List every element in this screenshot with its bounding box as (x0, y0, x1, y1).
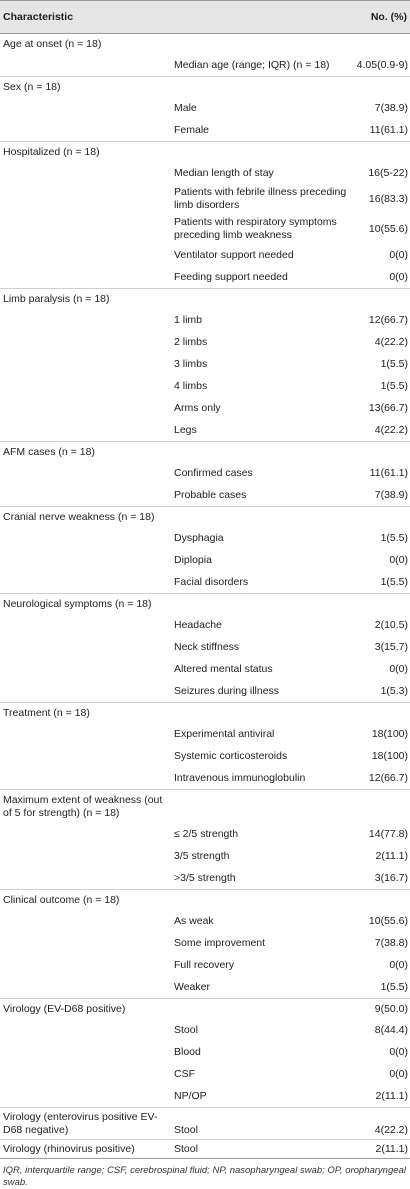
item-value: 4(22.2) (348, 1108, 410, 1140)
indent-cell (0, 658, 173, 680)
item-value: 12(66.7) (368, 771, 409, 784)
item-value: 1(5.5) (380, 575, 409, 588)
item-name: Altered mental status (174, 662, 273, 675)
item-row (0, 845, 410, 867)
indent-cell (0, 375, 173, 397)
item-name: Probable cases (174, 488, 247, 501)
item-row (0, 309, 410, 331)
indent-cell (0, 309, 173, 331)
item-value: 1(5.3) (380, 684, 409, 697)
indent-cell (0, 723, 173, 745)
indent-cell (0, 767, 173, 790)
item-name: Stool (173, 1140, 348, 1159)
item-value: 2(10.5) (374, 618, 409, 631)
group-label: Virology (rhinovirus positive) (0, 1140, 173, 1159)
indent-cell (0, 419, 173, 442)
indent-cell (0, 823, 173, 845)
indent-cell (0, 162, 173, 184)
item-value: 8(44.4) (374, 1023, 409, 1036)
group-row (0, 999, 410, 1020)
indent-cell (0, 353, 173, 375)
item-value: 11(61.1) (369, 123, 409, 136)
group-row (0, 442, 410, 463)
group-label: Neurological symptoms (n = 18) (0, 594, 348, 615)
indent-cell (0, 745, 173, 767)
indent-cell (0, 1085, 173, 1108)
item-value: 0(0) (389, 1045, 409, 1058)
item-name: Some improvement (174, 936, 266, 949)
group-label: Age at onset (n = 18) (0, 34, 348, 55)
item-name: Blood (174, 1045, 201, 1058)
group-row (0, 703, 410, 724)
group-value (348, 790, 410, 824)
group-label: AFM cases (n = 18) (0, 442, 348, 463)
indent-cell (0, 266, 173, 289)
item-value: 16(5-22) (368, 166, 409, 179)
indent-cell (0, 1019, 173, 1041)
group-row (0, 507, 410, 528)
item-row (0, 162, 410, 184)
item-row (0, 353, 410, 375)
item-name: Dysphagia (174, 531, 224, 544)
item-name: ≤ 2/5 strength (174, 827, 239, 840)
group-row (0, 790, 410, 824)
group-row (0, 142, 410, 163)
item-row (0, 331, 410, 353)
group-row (0, 1140, 410, 1159)
item-value: 18(100) (371, 727, 409, 740)
indent-cell (0, 97, 173, 119)
item-row (0, 745, 410, 767)
item-value: 4(22.2) (374, 335, 409, 348)
item-name: Seizures during illness (174, 684, 280, 697)
group-label: Hospitalized (n = 18) (0, 142, 348, 163)
group-row (0, 890, 410, 911)
group-value (348, 594, 410, 615)
indent-cell (0, 484, 173, 507)
item-row (0, 910, 410, 932)
group-label: Virology (EV-D68 positive) (0, 999, 348, 1020)
item-name: Facial disorders (174, 575, 249, 588)
item-value: 7(38.9) (374, 488, 409, 501)
item-name: Feeding support needed (174, 270, 288, 283)
item-name: Median length of stay (174, 166, 274, 179)
item-row (0, 462, 410, 484)
item-row (0, 1019, 410, 1041)
item-name: 4 limbs (174, 379, 208, 392)
header-characteristic: Characteristic (0, 1, 348, 34)
indent-cell (0, 214, 173, 244)
item-name: Patients with febrile illness preceding limb disorders (174, 186, 347, 211)
item-value: 3(15.7) (374, 640, 409, 653)
item-value: 0(0) (389, 553, 409, 566)
group-label: Limb paralysis (n = 18) (0, 289, 348, 310)
header-row (0, 1, 410, 34)
item-value: 12(66.7) (368, 313, 409, 326)
indent-cell (0, 1063, 173, 1085)
indent-cell (0, 1041, 173, 1063)
indent-cell (0, 954, 173, 976)
item-row (0, 484, 410, 507)
item-name: Intravenous immunoglobulin (174, 771, 306, 784)
item-row (0, 397, 410, 419)
item-row (0, 723, 410, 745)
group-label: Clinical outcome (n = 18) (0, 890, 348, 911)
item-name: Stool (173, 1108, 348, 1140)
item-name: As weak (174, 914, 214, 927)
item-row (0, 932, 410, 954)
indent-cell (0, 54, 173, 77)
item-value: 7(38.9) (374, 101, 409, 114)
group-label: Cranial nerve weakness (n = 18) (0, 507, 173, 528)
group-value (348, 142, 410, 163)
group-label: Maximum extent of weakness (out of 5 for strength) (n = 18) (0, 790, 173, 824)
item-row (0, 614, 410, 636)
group-row (0, 1108, 410, 1140)
item-row (0, 119, 410, 142)
group-row (0, 289, 410, 310)
indent-cell (0, 976, 173, 999)
spacer-cell (173, 507, 348, 528)
item-row (0, 549, 410, 571)
item-value: 4.05(0.9-9) (356, 58, 409, 71)
item-name: Ventilator support needed (174, 248, 294, 261)
item-value: 16(83.3) (368, 192, 409, 205)
item-name: Female (174, 123, 210, 136)
item-name: Median age (range; IQR) (n = 18) (174, 58, 330, 71)
item-row (0, 976, 410, 999)
item-value: 0(0) (389, 248, 409, 261)
indent-cell (0, 910, 173, 932)
item-name: Confirmed cases (174, 466, 253, 479)
header-no-pct: No. (%) (348, 1, 410, 34)
indent-cell (0, 932, 173, 954)
indent-cell (0, 184, 173, 214)
item-name: Arms only (174, 401, 221, 414)
item-row (0, 184, 410, 214)
item-name: Patients with respiratory symptoms preceding limb weakness (174, 216, 337, 241)
spacer-cell (173, 790, 348, 824)
item-value: 10(55.6) (368, 222, 409, 235)
item-value: 0(0) (389, 958, 409, 971)
item-value: 1(5.5) (380, 531, 409, 544)
item-value: 0(0) (389, 270, 409, 283)
table-footnote: IQR, interquartile range; CSF, cerebrospinal fluid; NP, nasopharyngeal swab; OP, oropharyngeal swab. (3, 1165, 406, 1188)
item-row (0, 1063, 410, 1085)
item-name: Neck stiffness (174, 640, 240, 653)
item-value: 14(77.8) (368, 827, 409, 840)
group-value: 9(50.0) (348, 999, 410, 1020)
group-value (348, 77, 410, 98)
item-row (0, 54, 410, 77)
indent-cell (0, 680, 173, 703)
item-name: Full recovery (174, 958, 235, 971)
item-value: 3(16.7) (374, 871, 409, 884)
item-name: Legs (174, 423, 197, 436)
group-value (348, 507, 410, 528)
item-value: 13(66.7) (368, 401, 409, 414)
item-name: 3/5 strength (174, 849, 230, 862)
item-name: Male (174, 101, 197, 114)
group-value (348, 442, 410, 463)
item-name: 3 limbs (174, 357, 208, 370)
group-row (0, 34, 410, 55)
item-row (0, 867, 410, 890)
item-row (0, 680, 410, 703)
item-value: 0(0) (389, 662, 409, 675)
item-value: 0(0) (389, 1067, 409, 1080)
item-name: NP/OP (174, 1089, 207, 1102)
indent-cell (0, 462, 173, 484)
item-name: >3/5 strength (174, 871, 236, 884)
item-value: 7(38.8) (374, 936, 409, 949)
group-value (348, 34, 410, 55)
item-name: Experimental antiviral (174, 727, 275, 740)
indent-cell (0, 867, 173, 890)
item-name: Systemic corticosteroids (174, 749, 288, 762)
indent-cell (0, 331, 173, 353)
item-name: 2 limbs (174, 335, 208, 348)
indent-cell (0, 845, 173, 867)
indent-cell (0, 244, 173, 266)
table-body (0, 34, 410, 1159)
indent-cell (0, 636, 173, 658)
item-value: 18(100) (371, 749, 409, 762)
item-value: 10(55.6) (368, 914, 409, 927)
item-name: Stool (174, 1023, 198, 1036)
group-row (0, 594, 410, 615)
item-row (0, 1085, 410, 1108)
item-value: 2(11.1) (348, 1140, 410, 1159)
group-row (0, 77, 410, 98)
indent-cell (0, 527, 173, 549)
item-value: 4(22.2) (374, 423, 409, 436)
indent-cell (0, 549, 173, 571)
group-label: Sex (n = 18) (0, 77, 348, 98)
item-name: Weaker (174, 980, 210, 993)
indent-cell (0, 571, 173, 594)
item-name: Diplopia (174, 553, 212, 566)
item-row (0, 571, 410, 594)
item-value: 1(5.5) (380, 357, 409, 370)
item-row (0, 375, 410, 397)
indent-cell (0, 397, 173, 419)
item-value: 11(61.1) (369, 466, 409, 479)
indent-cell (0, 119, 173, 142)
group-label: Virology (enterovirus positive EV-D68 negative) (0, 1108, 173, 1140)
item-value: 2(11.1) (375, 1089, 409, 1102)
item-row (0, 266, 410, 289)
item-value: 2(11.1) (375, 849, 409, 862)
item-row (0, 244, 410, 266)
item-row (0, 97, 410, 119)
indent-cell (0, 614, 173, 636)
item-name: 1 limb (174, 313, 203, 326)
item-row (0, 527, 410, 549)
group-value (348, 289, 410, 310)
item-row (0, 658, 410, 680)
item-row (0, 1041, 410, 1063)
group-label: Treatment (n = 18) (0, 703, 348, 724)
item-name: CSF (174, 1067, 195, 1080)
item-value: 1(5.5) (380, 980, 409, 993)
item-row (0, 767, 410, 790)
item-row (0, 419, 410, 442)
group-value (348, 890, 410, 911)
item-row (0, 954, 410, 976)
item-row (0, 823, 410, 845)
item-value: 1(5.5) (380, 379, 409, 392)
item-name: Headache (174, 618, 222, 631)
group-value (348, 703, 410, 724)
item-row (0, 214, 410, 244)
item-row (0, 636, 410, 658)
